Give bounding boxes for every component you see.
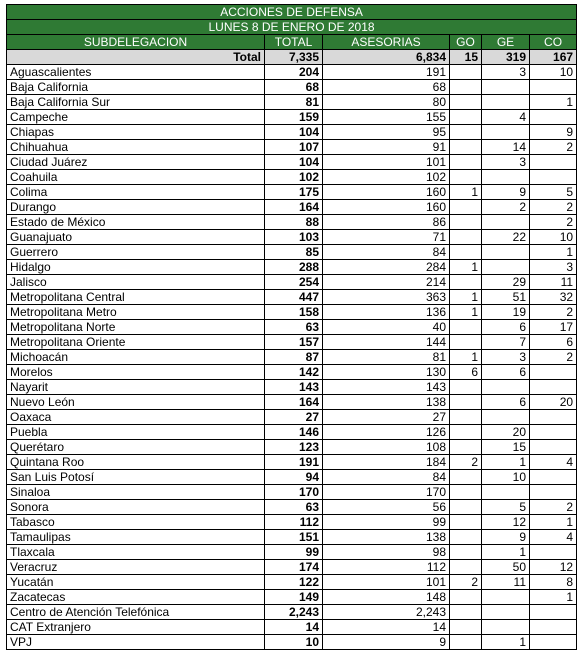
cell-total: 157 <box>265 335 323 350</box>
cell-co: 11 <box>530 275 577 290</box>
table-row <box>7 560 577 575</box>
cell-total: 149 <box>265 590 323 605</box>
cell-co: 6 <box>530 335 577 350</box>
cell-asesorias: 56 <box>323 500 450 515</box>
table-row <box>7 290 577 305</box>
cell-ge <box>482 260 530 275</box>
cell-subdelegacion: Coahuila <box>7 170 265 185</box>
cell-go <box>450 215 482 230</box>
cell-ge: 50 <box>482 560 530 575</box>
cell-asesorias: 160 <box>323 185 450 200</box>
cell-go <box>450 155 482 170</box>
cell-asesorias: 144 <box>323 335 450 350</box>
table-row <box>7 605 577 620</box>
cell-subdelegacion: San Luis Potosí <box>7 470 265 485</box>
cell-subdelegacion: Colima <box>7 185 265 200</box>
cell-asesorias: 102 <box>323 170 450 185</box>
cell-subdelegacion: Centro de Atención Telefónica <box>7 605 265 620</box>
cell-go <box>450 635 482 650</box>
cell-co: 2 <box>530 140 577 155</box>
cell-subdelegacion: Campeche <box>7 110 265 125</box>
cell-co <box>530 170 577 185</box>
table-row <box>7 425 577 440</box>
cell-asesorias: 27 <box>323 410 450 425</box>
cell-go <box>450 395 482 410</box>
cell-go <box>450 605 482 620</box>
cell-ge: 9 <box>482 530 530 545</box>
cell-ge: 3 <box>482 155 530 170</box>
cell-ge <box>482 590 530 605</box>
cell-subdelegacion: CAT Extranjero <box>7 620 265 635</box>
cell-go <box>450 65 482 80</box>
cell-asesorias: 160 <box>323 200 450 215</box>
header-row <box>7 35 577 50</box>
cell-go <box>450 110 482 125</box>
cell-co: 10 <box>530 230 577 245</box>
cell-ge: 9 <box>482 185 530 200</box>
cell-ge: 22 <box>482 230 530 245</box>
cell-subdelegacion: Sonora <box>7 500 265 515</box>
cell-total: 2,243 <box>265 605 323 620</box>
cell-subdelegacion: Estado de México <box>7 215 265 230</box>
cell-asesorias: 130 <box>323 365 450 380</box>
cell-subdelegacion: Yucatán <box>7 575 265 590</box>
title-row <box>7 5 577 20</box>
cell-total: 142 <box>265 365 323 380</box>
cell-ge: 10 <box>482 470 530 485</box>
cell-asesorias: 14 <box>323 620 450 635</box>
cell-subdelegacion: Nayarit <box>7 380 265 395</box>
cell-asesorias: 68 <box>323 80 450 95</box>
cell-go: 1 <box>450 290 482 305</box>
cell-ge: 1 <box>482 545 530 560</box>
cell-ge: 15 <box>482 440 530 455</box>
cell-ge: 11 <box>482 575 530 590</box>
cell-go <box>450 425 482 440</box>
cell-co: 3 <box>530 260 577 275</box>
total-go: 15 <box>450 50 482 65</box>
cell-co <box>530 365 577 380</box>
cell-total: 107 <box>265 140 323 155</box>
cell-asesorias: 95 <box>323 125 450 140</box>
total-row <box>7 50 577 65</box>
cell-subdelegacion: Zacatecas <box>7 590 265 605</box>
cell-go <box>450 380 482 395</box>
cell-total: 170 <box>265 485 323 500</box>
cell-ge: 3 <box>482 350 530 365</box>
cell-ge <box>482 380 530 395</box>
cell-ge <box>482 245 530 260</box>
cell-total: 104 <box>265 125 323 140</box>
col-header-asesorias: ASESORIAS <box>323 35 450 50</box>
cell-total: 254 <box>265 275 323 290</box>
cell-asesorias: 284 <box>323 260 450 275</box>
table-row <box>7 155 577 170</box>
cell-subdelegacion: Querétaro <box>7 440 265 455</box>
cell-total: 447 <box>265 290 323 305</box>
total-ge: 319 <box>482 50 530 65</box>
table-row <box>7 590 577 605</box>
cell-ge: 6 <box>482 365 530 380</box>
cell-co <box>530 635 577 650</box>
cell-asesorias: 80 <box>323 95 450 110</box>
cell-go: 1 <box>450 260 482 275</box>
cell-total: 87 <box>265 350 323 365</box>
cell-co: 20 <box>530 395 577 410</box>
table-row <box>7 215 577 230</box>
cell-total: 88 <box>265 215 323 230</box>
cell-co: 17 <box>530 320 577 335</box>
cell-co: 1 <box>530 590 577 605</box>
cell-total: 10 <box>265 635 323 650</box>
cell-co: 1 <box>530 95 577 110</box>
cell-go <box>450 620 482 635</box>
cell-ge <box>482 410 530 425</box>
cell-co <box>530 440 577 455</box>
table-row <box>7 125 577 140</box>
cell-co: 5 <box>530 185 577 200</box>
cell-asesorias: 71 <box>323 230 450 245</box>
table-row <box>7 200 577 215</box>
cell-asesorias: 101 <box>323 155 450 170</box>
table-row <box>7 245 577 260</box>
cell-total: 99 <box>265 545 323 560</box>
cell-co <box>530 410 577 425</box>
cell-ge: 1 <box>482 635 530 650</box>
cell-subdelegacion: Tamaulipas <box>7 530 265 545</box>
cell-go <box>450 245 482 260</box>
cell-co <box>530 605 577 620</box>
cell-go <box>450 410 482 425</box>
cell-go <box>450 320 482 335</box>
cell-go <box>450 590 482 605</box>
cell-asesorias: 126 <box>323 425 450 440</box>
table-row <box>7 485 577 500</box>
cell-asesorias: 214 <box>323 275 450 290</box>
cell-asesorias: 138 <box>323 395 450 410</box>
cell-subdelegacion: Metropolitana Norte <box>7 320 265 335</box>
total-asesorias: 6,834 <box>323 50 450 65</box>
cell-go: 1 <box>450 350 482 365</box>
cell-subdelegacion: VPJ <box>7 635 265 650</box>
table-row <box>7 635 577 650</box>
cell-total: 143 <box>265 380 323 395</box>
cell-co <box>530 620 577 635</box>
cell-subdelegacion: Metropolitana Central <box>7 290 265 305</box>
table-row <box>7 395 577 410</box>
cell-go: 6 <box>450 365 482 380</box>
cell-ge: 2 <box>482 200 530 215</box>
cell-subdelegacion: Tlaxcala <box>7 545 265 560</box>
col-header-total: TOTAL <box>265 35 323 50</box>
cell-ge: 20 <box>482 425 530 440</box>
cell-go: 2 <box>450 455 482 470</box>
cell-asesorias: 155 <box>323 110 450 125</box>
cell-total: 85 <box>265 245 323 260</box>
cell-asesorias: 9 <box>323 635 450 650</box>
cell-co: 1 <box>530 515 577 530</box>
cell-ge: 12 <box>482 515 530 530</box>
cell-total: 174 <box>265 560 323 575</box>
cell-total: 123 <box>265 440 323 455</box>
table-row <box>7 350 577 365</box>
cell-ge: 19 <box>482 305 530 320</box>
cell-subdelegacion: Durango <box>7 200 265 215</box>
cell-ge: 4 <box>482 110 530 125</box>
cell-go <box>450 515 482 530</box>
cell-subdelegacion: Metropolitana Metro <box>7 305 265 320</box>
cell-co: 2 <box>530 200 577 215</box>
cell-co: 2 <box>530 500 577 515</box>
col-header-co: CO <box>530 35 577 50</box>
cell-asesorias: 98 <box>323 545 450 560</box>
cell-total: 14 <box>265 620 323 635</box>
cell-total: 164 <box>265 200 323 215</box>
cell-go <box>450 530 482 545</box>
cell-total: 175 <box>265 185 323 200</box>
table-row <box>7 620 577 635</box>
table-row <box>7 230 577 245</box>
cell-total: 94 <box>265 470 323 485</box>
cell-subdelegacion: Michoacán <box>7 350 265 365</box>
cell-co: 2 <box>530 350 577 365</box>
col-header-subdelegacion: SUBDELEGACION <box>7 35 265 50</box>
total-label: Total <box>7 50 265 65</box>
cell-go: 2 <box>450 575 482 590</box>
cell-total: 146 <box>265 425 323 440</box>
cell-subdelegacion: Puebla <box>7 425 265 440</box>
table-row <box>7 530 577 545</box>
cell-go <box>450 440 482 455</box>
cell-asesorias: 363 <box>323 290 450 305</box>
cell-ge: 6 <box>482 320 530 335</box>
cell-ge: 1 <box>482 455 530 470</box>
cell-ge: 51 <box>482 290 530 305</box>
cell-total: 81 <box>265 95 323 110</box>
cell-ge: 6 <box>482 395 530 410</box>
table-row <box>7 455 577 470</box>
cell-ge <box>482 620 530 635</box>
cell-go <box>450 125 482 140</box>
table-row <box>7 140 577 155</box>
cell-co: 10 <box>530 65 577 80</box>
table-row <box>7 500 577 515</box>
table-row <box>7 380 577 395</box>
cell-asesorias: 99 <box>323 515 450 530</box>
table-row <box>7 95 577 110</box>
cell-total: 151 <box>265 530 323 545</box>
cell-total: 159 <box>265 110 323 125</box>
cell-co <box>530 485 577 500</box>
cell-asesorias: 101 <box>323 575 450 590</box>
cell-go <box>450 95 482 110</box>
cell-go <box>450 80 482 95</box>
cell-total: 288 <box>265 260 323 275</box>
cell-go <box>450 170 482 185</box>
cell-co <box>530 470 577 485</box>
cell-subdelegacion: Metropolitana Oriente <box>7 335 265 350</box>
cell-asesorias: 81 <box>323 350 450 365</box>
cell-total: 63 <box>265 320 323 335</box>
cell-go <box>450 470 482 485</box>
cell-go <box>450 335 482 350</box>
cell-subdelegacion: Baja California Sur <box>7 95 265 110</box>
table-row <box>7 515 577 530</box>
cell-co <box>530 80 577 95</box>
cell-co <box>530 110 577 125</box>
col-header-ge: GE <box>482 35 530 50</box>
cell-ge <box>482 605 530 620</box>
cell-subdelegacion: Quintana Roo <box>7 455 265 470</box>
table-row <box>7 440 577 455</box>
cell-total: 63 <box>265 500 323 515</box>
table-row <box>7 335 577 350</box>
cell-asesorias: 184 <box>323 455 450 470</box>
table-row <box>7 275 577 290</box>
cell-total: 122 <box>265 575 323 590</box>
table-row <box>7 185 577 200</box>
cell-total: 68 <box>265 80 323 95</box>
cell-asesorias: 112 <box>323 560 450 575</box>
cell-subdelegacion: Guanajuato <box>7 230 265 245</box>
cell-asesorias: 143 <box>323 380 450 395</box>
cell-asesorias: 136 <box>323 305 450 320</box>
cell-co: 12 <box>530 560 577 575</box>
cell-ge: 14 <box>482 140 530 155</box>
cell-total: 191 <box>265 455 323 470</box>
cell-co: 4 <box>530 455 577 470</box>
cell-total: 104 <box>265 155 323 170</box>
cell-co <box>530 380 577 395</box>
table-row <box>7 260 577 275</box>
table-row <box>7 170 577 185</box>
col-header-go: GO <box>450 35 482 50</box>
cell-total: 103 <box>265 230 323 245</box>
total-total: 7,335 <box>265 50 323 65</box>
cell-asesorias: 148 <box>323 590 450 605</box>
cell-asesorias: 84 <box>323 245 450 260</box>
cell-ge: 29 <box>482 275 530 290</box>
table-row <box>7 80 577 95</box>
cell-subdelegacion: Chiapas <box>7 125 265 140</box>
cell-ge <box>482 125 530 140</box>
cell-asesorias: 2,243 <box>323 605 450 620</box>
cell-ge: 7 <box>482 335 530 350</box>
cell-go <box>450 545 482 560</box>
cell-subdelegacion: Baja California <box>7 80 265 95</box>
cell-co <box>530 155 577 170</box>
cell-ge: 5 <box>482 500 530 515</box>
cell-subdelegacion: Ciudad Juárez <box>7 155 265 170</box>
cell-co <box>530 545 577 560</box>
cell-total: 102 <box>265 170 323 185</box>
subtitle-row <box>7 20 577 35</box>
cell-go <box>450 200 482 215</box>
cell-co <box>530 425 577 440</box>
cell-asesorias: 86 <box>323 215 450 230</box>
cell-ge <box>482 215 530 230</box>
table-row <box>7 110 577 125</box>
cell-subdelegacion: Nuevo León <box>7 395 265 410</box>
cell-go <box>450 275 482 290</box>
cell-asesorias: 138 <box>323 530 450 545</box>
cell-ge <box>482 80 530 95</box>
table-row <box>7 365 577 380</box>
cell-total: 27 <box>265 410 323 425</box>
cell-co: 2 <box>530 305 577 320</box>
cell-total: 112 <box>265 515 323 530</box>
cell-asesorias: 170 <box>323 485 450 500</box>
cell-subdelegacion: Oaxaca <box>7 410 265 425</box>
table-row <box>7 575 577 590</box>
table-row <box>7 305 577 320</box>
cell-go <box>450 230 482 245</box>
cell-ge <box>482 95 530 110</box>
cell-subdelegacion: Jalisco <box>7 275 265 290</box>
table-row <box>7 65 577 80</box>
cell-go <box>450 485 482 500</box>
table-title: ACCIONES DE DEFENSA <box>7 5 577 20</box>
cell-co: 9 <box>530 125 577 140</box>
cell-subdelegacion: Sinaloa <box>7 485 265 500</box>
cell-subdelegacion: Hidalgo <box>7 260 265 275</box>
cell-subdelegacion: Tabasco <box>7 515 265 530</box>
table-date: LUNES 8 DE ENERO DE 2018 <box>7 20 577 35</box>
table-row <box>7 470 577 485</box>
defense-actions-table <box>6 4 577 650</box>
cell-ge: 3 <box>482 65 530 80</box>
cell-go <box>450 560 482 575</box>
cell-co: 32 <box>530 290 577 305</box>
cell-go <box>450 140 482 155</box>
cell-total: 164 <box>265 395 323 410</box>
cell-subdelegacion: Chihuahua <box>7 140 265 155</box>
cell-asesorias: 40 <box>323 320 450 335</box>
cell-subdelegacion: Morelos <box>7 365 265 380</box>
cell-co: 2 <box>530 215 577 230</box>
cell-co: 1 <box>530 245 577 260</box>
cell-co: 8 <box>530 575 577 590</box>
cell-go: 1 <box>450 185 482 200</box>
cell-ge <box>482 485 530 500</box>
cell-subdelegacion: Aguascalientes <box>7 65 265 80</box>
cell-asesorias: 84 <box>323 470 450 485</box>
table-row <box>7 545 577 560</box>
cell-go: 1 <box>450 305 482 320</box>
cell-go <box>450 500 482 515</box>
cell-asesorias: 91 <box>323 140 450 155</box>
cell-ge <box>482 170 530 185</box>
cell-asesorias: 191 <box>323 65 450 80</box>
cell-co: 4 <box>530 530 577 545</box>
total-co: 167 <box>530 50 577 65</box>
table-row <box>7 320 577 335</box>
table-row <box>7 410 577 425</box>
cell-asesorias: 108 <box>323 440 450 455</box>
cell-total: 204 <box>265 65 323 80</box>
cell-subdelegacion: Guerrero <box>7 245 265 260</box>
cell-total: 158 <box>265 305 323 320</box>
cell-subdelegacion: Veracruz <box>7 560 265 575</box>
